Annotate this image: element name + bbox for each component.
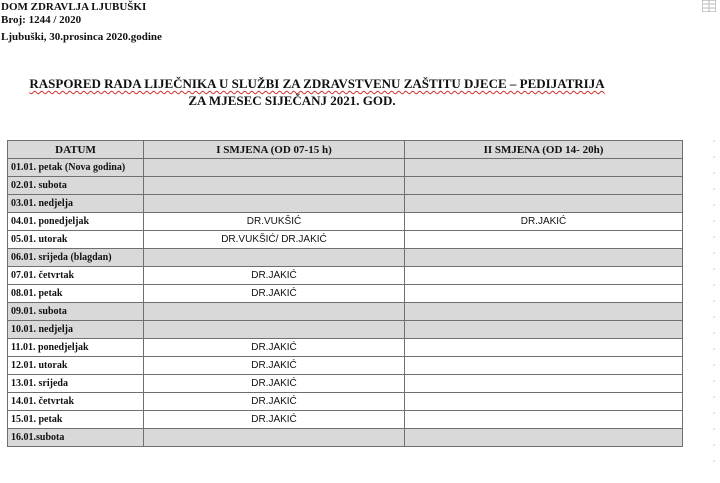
- column-header-date: DATUM: [8, 141, 144, 159]
- table-row: [8, 321, 683, 339]
- shift1-cell: [144, 195, 405, 213]
- schedule-title-line1: RASPORED RADA LIJEČNIKA U SLUŽBI ZA ZDRAVSTVENU ZAŠTITU DJECE – PEDIJATRIJA: [29, 76, 605, 91]
- shift2-cell: [405, 429, 683, 447]
- table-row: [8, 267, 683, 285]
- date-cell: 13.01. srijeda: [8, 375, 144, 393]
- shift1-cell: DR.JAKIĆ: [144, 267, 405, 285]
- grid-icon: [702, 0, 716, 12]
- date-cell: 16.01.subota: [8, 429, 144, 447]
- table-row: [8, 411, 683, 429]
- table-row: [8, 213, 683, 231]
- table-row: [8, 249, 683, 267]
- shift1-cell: DR.JAKIĆ: [144, 393, 405, 411]
- table-header-row: [8, 141, 683, 159]
- date-cell: 11.01. ponedjeljak: [8, 339, 144, 357]
- shift2-cell: [405, 411, 683, 429]
- schedule-title-line2: ZA MJESEC SIJEČANJ 2021. GOD.: [188, 93, 396, 108]
- shift1-cell: DR.JAKIĆ: [144, 411, 405, 429]
- shift2-cell: [405, 231, 683, 249]
- date-cell: 12.01. utorak: [8, 357, 144, 375]
- table-row: [8, 429, 683, 447]
- shift2-cell: [405, 321, 683, 339]
- shift2-cell: [405, 339, 683, 357]
- table-row: [8, 285, 683, 303]
- shift1-cell: [144, 177, 405, 195]
- table-row: [8, 393, 683, 411]
- shift1-cell: DR.JAKIĆ: [144, 357, 405, 375]
- column-header-shift2: II SMJENA (OD 14- 20h): [405, 141, 683, 159]
- table-row: [8, 195, 683, 213]
- table-row: [8, 339, 683, 357]
- table-row: [8, 159, 683, 177]
- document-date: Ljubuški, 30.prosinca 2020.godine: [1, 31, 162, 43]
- shift1-cell: DR.JAKIĆ: [144, 285, 405, 303]
- shift1-cell: [144, 249, 405, 267]
- table-row: [8, 375, 683, 393]
- table-row: [8, 357, 683, 375]
- shift1-cell: [144, 159, 405, 177]
- date-cell: 10.01. nedjelja: [8, 321, 144, 339]
- shift2-cell: [405, 267, 683, 285]
- table-row: [8, 177, 683, 195]
- shift2-cell: [405, 375, 683, 393]
- organization-name: DOM ZDRAVLJA LJUBUŠKI: [1, 1, 147, 13]
- shift1-cell: DR.JAKIĆ: [144, 375, 405, 393]
- shift2-cell: [405, 357, 683, 375]
- date-cell: 15.01. petak: [8, 411, 144, 429]
- date-cell: 02.01. subota: [8, 177, 144, 195]
- table-row: [8, 303, 683, 321]
- shift2-cell: [405, 159, 683, 177]
- document-number: Broj: 1244 / 2020: [1, 14, 82, 26]
- shift1-cell: DR.VUKŠIĆ: [144, 213, 405, 231]
- shift1-cell: DR.VUKŠIĆ/ DR.JAKIĆ: [144, 231, 405, 249]
- shift1-cell: [144, 303, 405, 321]
- shift2-cell: [405, 303, 683, 321]
- shift2-cell: [405, 177, 683, 195]
- shift1-cell: [144, 429, 405, 447]
- date-cell: 03.01. nedjelja: [8, 195, 144, 213]
- date-cell: 04.01. ponedjeljak: [8, 213, 144, 231]
- shift2-cell: [405, 249, 683, 267]
- shift2-cell: [405, 195, 683, 213]
- date-cell: 06.01. srijeda (blagdan): [8, 249, 144, 267]
- table-row: [8, 231, 683, 249]
- shift2-cell: [405, 393, 683, 411]
- shift1-cell: DR.JAKIĆ: [144, 339, 405, 357]
- date-cell: 01.01. petak (Nova godina): [8, 159, 144, 177]
- date-cell: 09.01. subota: [8, 303, 144, 321]
- date-cell: 14.01. četvrtak: [8, 393, 144, 411]
- shift1-cell: [144, 321, 405, 339]
- date-cell: 07.01. četvrtak: [8, 267, 144, 285]
- date-cell: 05.01. utorak: [8, 231, 144, 249]
- schedule-table: [7, 140, 683, 447]
- column-header-shift1: I SMJENA (OD 07-15 h): [144, 141, 405, 159]
- shift2-cell: [405, 285, 683, 303]
- page-edge-marker: [706, 140, 718, 470]
- shift2-cell: DR.JAKIĆ: [405, 213, 683, 231]
- date-cell: 08.01. petak: [8, 285, 144, 303]
